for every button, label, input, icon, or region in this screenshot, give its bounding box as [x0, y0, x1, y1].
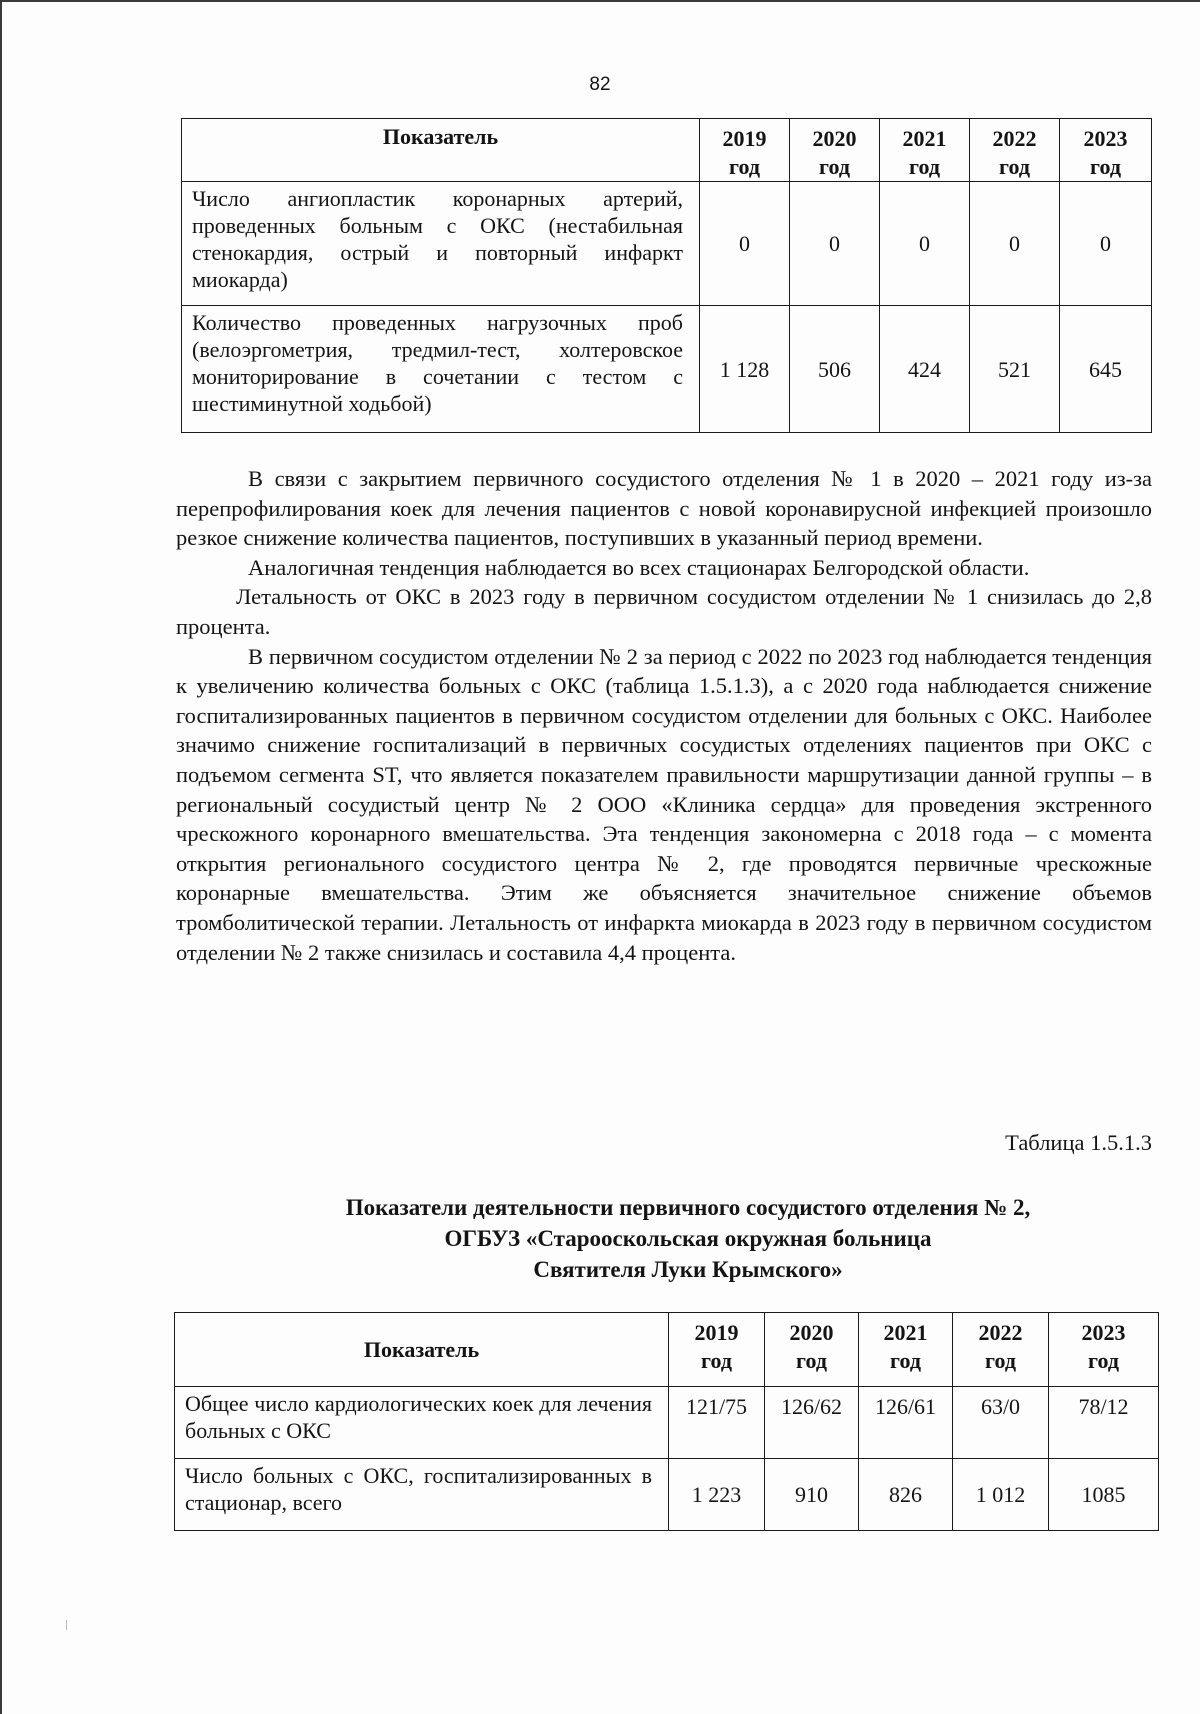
- row-value: 424: [880, 306, 970, 433]
- row-value: 63/0: [953, 1387, 1049, 1459]
- paragraph: В связи с закрытием первичного сосудистого отделения № 1 в 2020 – 2021 году из-за перепрофилирования коек для лечения пациентов с новой коронавирусной инфекцией произошло резкое снижение количества пациентов, поступивших в указанный период времени.: [176, 466, 1152, 551]
- table-title-line: ОГБУЗ «Старооскольская окружная больница: [444, 1226, 932, 1251]
- table-header-row: [175, 1313, 1159, 1387]
- table-label: Таблица 1.5.1.3: [1005, 1130, 1152, 1155]
- header-indicator: Показатель: [175, 1313, 669, 1387]
- header-year-2022: 2022 год: [970, 119, 1060, 182]
- header-year-2022: 2022 год: [953, 1313, 1049, 1387]
- table-row: [175, 1387, 1159, 1459]
- header-year-2020: 2020 год: [790, 119, 880, 182]
- table-indicators-pso-2: [174, 1312, 1159, 1531]
- row-value: 0: [1060, 182, 1152, 306]
- row-value: 126/61: [859, 1387, 953, 1459]
- header-indicator: Показатель: [182, 119, 700, 182]
- table-row: [175, 1459, 1159, 1531]
- table-title: [250, 1192, 1126, 1285]
- row-value: 1 223: [669, 1459, 765, 1531]
- paragraph: В первичном сосудистом отделении № 2 за период с 2022 по 2023 год наблюдается тенденция к увеличению количества больных с ОКС (таблица 1.5.1.3), а с 2020 года наблюдается снижение госпитализированных пациентов в первичном сосудистом отделении для больных с ОКС. Наиболее значимо снижение госпитализаций в первичных сосудистых отделениях пациентов при ОКС с подъемом сегмента ST, что является показателем правильности маршрутизации данной группы – в региональный сосудистый центр № 2 ООО «Клиника сердца» для проведения экстренного чрескожного коронарного вмешательства. Эта тенденция закономерна с 2018 года – с момента открытия регионального сосудистого центра № 2, где проводятся первичные чрескожные коронарные вмешательства. Этим же объясняется значительное снижение объемов тромболитической терапии. Летальность от инфаркта миокарда в 2023 году в первичном сосудистом отделении № 2 также снизилась и составила 4,4 процента.: [176, 643, 1152, 965]
- row-value: 0: [880, 182, 970, 306]
- row-value: 78/12: [1049, 1387, 1159, 1459]
- row-value: 1 012: [953, 1459, 1049, 1531]
- row-value: 910: [765, 1459, 859, 1531]
- paragraph: Аналогичная тенденция наблюдается во всех стационарах Белгородской области.: [248, 554, 1030, 580]
- paragraph: Летальность от ОКС в 2023 году в первичном сосудистом отделении № 1 снизилась до 2,8 процента.: [176, 584, 1152, 639]
- row-value: 0: [790, 182, 880, 306]
- row-value: 126/62: [765, 1387, 859, 1459]
- body-text: [176, 464, 1152, 967]
- table-title-line: Святителя Луки Крымского»: [533, 1257, 843, 1282]
- row-value: 0: [970, 182, 1060, 306]
- row-value: 826: [859, 1459, 953, 1531]
- row-value: 521: [970, 306, 1060, 433]
- table-title-line: Показатели деятельности первичного сосудистого отделения № 2,: [345, 1195, 1031, 1220]
- scan-edge-top: [0, 0, 1200, 2]
- header-year-2023: 2023 год: [1060, 119, 1152, 182]
- scan-mark: [66, 1620, 67, 1630]
- row-indicator: Число больных с ОКС, госпитализированных в стационар, всего: [175, 1459, 669, 1531]
- table-header-row: [182, 119, 1152, 182]
- header-year-2019: 2019 год: [700, 119, 790, 182]
- row-value: 121/75: [669, 1387, 765, 1459]
- header-year-2023: 2023 год: [1049, 1313, 1159, 1387]
- header-year-2019: 2019 год: [669, 1313, 765, 1387]
- scan-edge-left: [0, 0, 2, 1714]
- table-row: [182, 306, 1152, 433]
- header-year-2021: 2021 год: [859, 1313, 953, 1387]
- table-continuation: [181, 118, 1152, 433]
- row-value: 0: [700, 182, 790, 306]
- header-year-2021: 2021 год: [880, 119, 970, 182]
- row-indicator: Количество проведенных нагрузочных проб (велоэргометрия, тредмил-тест, холтеровское мониторирование в сочетании с тестом с шестиминутной ходьбой): [182, 306, 700, 433]
- page-number: 82: [589, 74, 611, 95]
- row-value: 506: [790, 306, 880, 433]
- row-value: 1085: [1049, 1459, 1159, 1531]
- row-value: 1 128: [700, 306, 790, 433]
- row-indicator: Число ангиопластик коронарных артерий, проведенных больным с ОКС (нестабильная стенокардия, острый и повторный инфаркт миокарда): [182, 182, 700, 306]
- table-row: [182, 182, 1152, 306]
- row-indicator: Общее число кардиологических коек для лечения больных с ОКС: [175, 1387, 669, 1459]
- row-value: 645: [1060, 306, 1152, 433]
- header-year-2020: 2020 год: [765, 1313, 859, 1387]
